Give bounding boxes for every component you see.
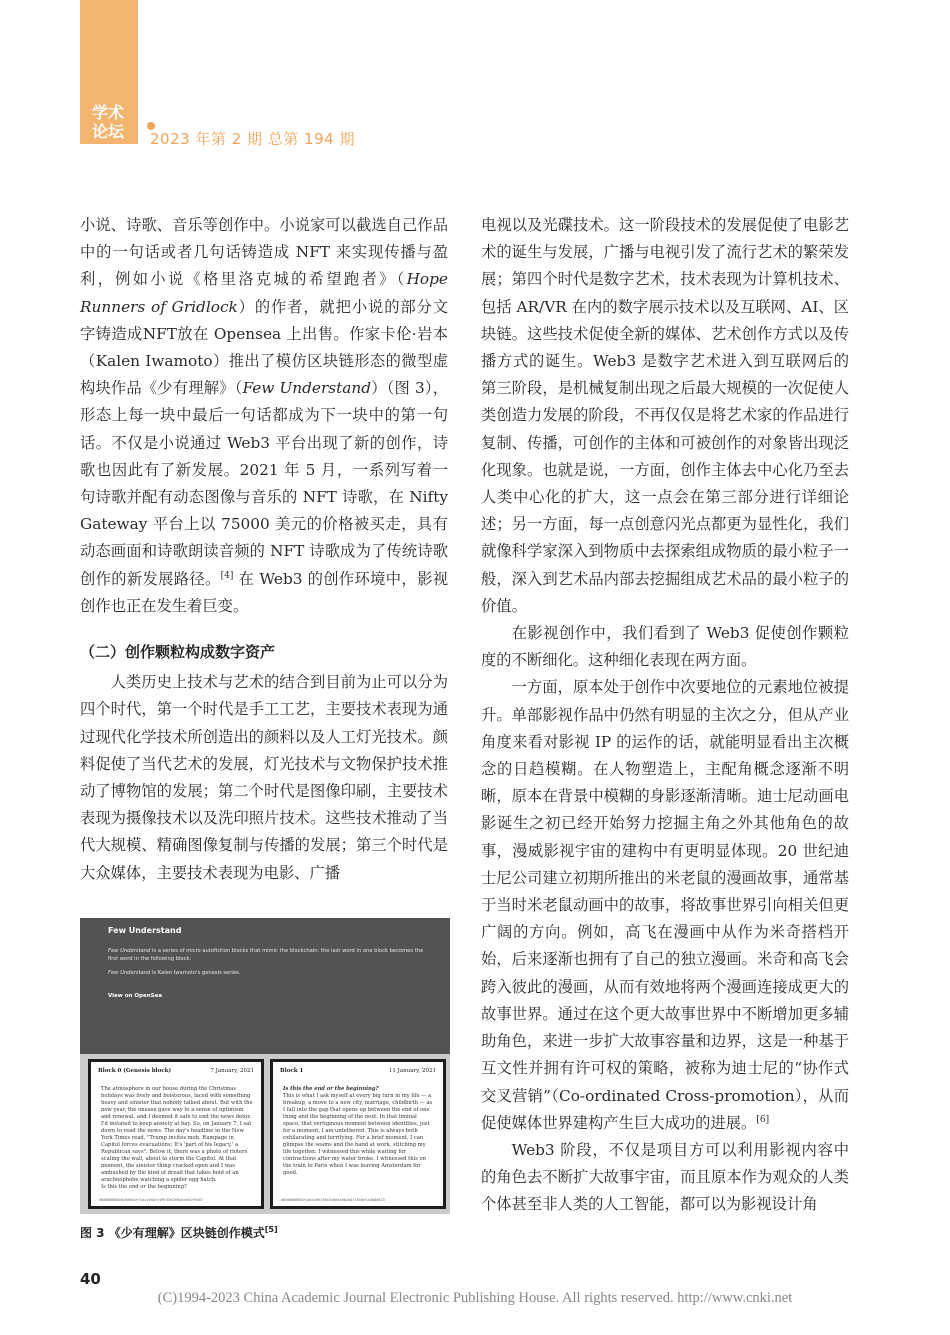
copyright-footer: (C)1994-2023 China Academic Journal Electronic Publishing House. All rights reserved. http://www.cnki.net xyxy=(157,1290,793,1306)
section-label-line2: 论坛 xyxy=(92,122,125,141)
block-1-body xyxy=(283,1086,435,1177)
right-column xyxy=(481,212,849,1219)
figure-description-1-text: is a series of micro autofiction blocks that mimic the blockchain: the last word in one block becomes the first word in the following block. xyxy=(108,948,424,962)
figure-3 xyxy=(80,918,450,1214)
block-1-card xyxy=(270,1059,446,1209)
text-segment: 小说、诗歌、音乐等创作中。小说家可以截选自己作品中的一句话或者几句话铸造成 NFT 来实现传播与盈利，例如小说《格里洛克城的希望跑者》（ xyxy=(80,216,448,289)
work-title: Hope Runners of Gridlock xyxy=(80,270,448,316)
left-column xyxy=(80,212,448,887)
figure-caption xyxy=(80,1224,278,1241)
block-0-title: Block 0 (Genesis block) xyxy=(98,1068,172,1074)
block-0-text: The atmosphere in our house during the Christmas holidays was lively and boisterous, laced with something heavy and sinister that nobody talked about. But with the new year, the unease gave way to a sense of optimism and renewal, and I deemed it safe to end the news detox I'd instated to keep anxiety at bay. So, on January 7, I sat down to read the news. The day's headline in the New York Times read, "Trump incites mob. Rampage in Capitol forces evacuations; It's 'part of his legacy,' a Republican says". Below it, there was a photo of rioters scaling the wall, about to storm the Capitol. At that moment, the sinister thing cracked open and I was ambushed by the kind of dread that takes hold of an arachnophobe watching a spider egg hatch. Is this the end or the beginning? xyxy=(101,1086,253,1190)
section-tab xyxy=(80,0,138,144)
figure-title: Few Understand xyxy=(108,926,182,935)
figure-description-1-em: Few Understand xyxy=(108,948,151,954)
block-1-text: This is what I ask myself at every big turn in my life — a breakup, a move to a new city, marriage, childbirth — as I fall into the gap that opens up between the end of one thing and the beginning of the next. In that liminal space, that vertiginous moment between identities, just for a moment, I am untethered. This is always both exhilarating and terrifying. For a brief moment, I can glimpse the seams and the hand at work, stitching my life together. I witnessed this while waiting for contractions after my water broke. I witnessed this on the train to Paris when I was leaving Amsterdam for good. xyxy=(283,1093,433,1176)
section-label xyxy=(92,103,124,141)
block-0-header xyxy=(98,1068,254,1074)
work-title: Few Understand xyxy=(242,379,372,398)
right-paragraph-3-text: 一方面，原本处于创作中次要地位的元素地位被提升。单部影视作品中仍然有明显的主次之分，但从产业角度来看对影视 IP 的运作的话，就能明显看出主次概念的日趋模糊。在人物塑造上，主配角概念逐渐不明晰，原本在背景中模糊的身影逐渐清晰。迪士尼动画电影诞生之初已经开始努力挖掘主角之外其他角色的故事，漫威影视宇宙的建构中有更明显体现。20 世纪迪士尼公司建立初期所推出的米老鼠的漫画故事，通常基于当时米老鼠动画中的故事，将故事世界引向相关但更广阔的方向。例如，高飞在漫画中从作为米奇搭档开始，后来逐渐也拥有了自己的独立漫画。米奇和高飞会跨入彼此的漫画，从而有效地将两个漫画连接成更大的故事世界。通过在这个更大故事世界中不断增加更多辅助角色，来进一步扩大故事容量和边界，这是一种基于互文性并拥有许可权的策略，被称为迪士尼的“协作式交叉营销”（Co-ordinated Cross-promotion），从而促使媒体世界建构产生巨大成功的进展。 xyxy=(481,678,849,1132)
right-paragraph-1: 电视以及光碟技术。这一阶段技术的发展促使了电影艺术的诞生与发展，广播与电视引发了流行艺术的繁荣发展；第四个时代是数字艺术，技术表现为计算机技术、包括 AR/VR 在内的数字展示技术以及互联网、AI、区块链。这些技术促使全新的媒体、艺术创作方式以及传播方式的诞生。Web3 是数字艺术进入到互联网后的第三阶段，是机械复制出现之后最大规模的一次促使人类创造力发展的阶段，不再仅仅是将艺术家的作品进行复制、传播，可创作的主体和可被创作的对象皆出现泛化现象。也就是说，一方面，创作主体去中心化乃至去人类中心化的扩大，这一点会在第三部分进行详细论述；另一方面，每一点创意闪光点都更为显性化，我们就像科学家深入到物质中去探索组成物质的最小粒子一般，深入到艺术品内部去挖掘组成艺术品的最小粒子的价值。 xyxy=(481,216,849,615)
text-segment: 在 Web3 的创作环境中，影视创作也正在发生着巨变。 xyxy=(80,569,448,615)
figure-opensea-link[interactable]: View on OpenSea xyxy=(108,993,163,999)
block-1-question: Is this the end or the beginning? xyxy=(283,1086,379,1092)
figure-description-2 xyxy=(108,970,428,978)
figure-description-2-em: Few Understand xyxy=(108,970,151,976)
left-paragraph-2: 人类历史上技术与艺术的结合到目前为止可以分为四个时代，第一个时代是手工工艺，主要技术表现为通过现代化学技术所创造出的颜料以及人工灯光技术。颜料促使了当代艺术的发展，灯光技术与文物保护技术推动了博物馆的发展；第二个时代是图像印刷，主要技术表现为摄像技术以及洗印照片技术。这些技术推动了当代大规模、精确图像复制与传播的发展；第三个时代是大众媒体，主要技术表现为电影、广播 xyxy=(80,673,448,882)
block-1-hash: 00000000007c4e2a9b1f0d3c8e5a6b2d4f19c0e7a3b8d615 xyxy=(281,1198,385,1202)
section-label-line1: 学术 xyxy=(92,103,125,122)
block-1-date: 11 January, 2021 xyxy=(388,1068,436,1074)
issue-info: 2023 年第 2 期 总第 194 期 xyxy=(150,130,355,148)
page-number: 40 xyxy=(80,1270,101,1288)
block-0-date: 7 January, 2021 xyxy=(210,1068,254,1074)
text-segment: ）（图 3），形态上每一块中最后一句话都成为下一块中的第一句话。不仅是小说通过 Web3 平台出现了新的创作，诗歌也因此有了新发展。2021 年 5 月，一系列写着一句诗歌并配有动态图像与音乐的 NFT 诗歌，在 Nifty Gateway 平台上以 75000 美元的价格被买走，具有动态画面和诗歌朗读音频的 NFT 诗歌成为了传统诗歌创作的新发展路径。 xyxy=(80,379,448,588)
figure-description-2-text: is Kalen Iwamoto's genesis series. xyxy=(150,970,241,976)
citation-5: [5] xyxy=(264,1225,278,1234)
figure-caption-text: 图 3 《少有理解》区块链创作模式 xyxy=(80,1226,265,1240)
block-0-card xyxy=(88,1059,264,1209)
citation-4: [4] xyxy=(220,570,234,581)
section-heading: （二）创作颗粒构成数字资产 xyxy=(80,643,276,662)
right-paragraph-4: Web3 阶段，不仅是项目方可以利用影视内容中的角色去不断扩大故事宇宙，而且原本作为观众的人类个体甚至非人类的人工智能，都可以为影视设计角 xyxy=(481,1140,849,1214)
right-paragraph-2: 在影视创作中，我们看到了 Web3 促使创作颗粒度的不断细化。这种细化表现在两方面。 xyxy=(481,624,849,670)
block-0-hash: 0000000000d19a6b4ff1ac2e5b7c09f35d2e8a4c6b1f9e07 xyxy=(99,1198,203,1202)
block-1-title: Block 1 xyxy=(280,1068,304,1074)
figure-header-panel xyxy=(80,918,450,1054)
right-paragraph-3 xyxy=(481,674,849,1136)
figure-description-1 xyxy=(108,948,428,963)
citation-6: [6] xyxy=(756,1114,770,1125)
text-segment: ）的作者，就把小说的部分文字铸造成NFT放在 Opensea 上出售。作家卡伦·岩本（Kalen Iwamoto）推出了模仿区块链形态的微型虚构块作品《少有理解》（ xyxy=(80,297,448,398)
left-paragraph-1 xyxy=(80,212,448,620)
block-1-header xyxy=(280,1068,436,1074)
